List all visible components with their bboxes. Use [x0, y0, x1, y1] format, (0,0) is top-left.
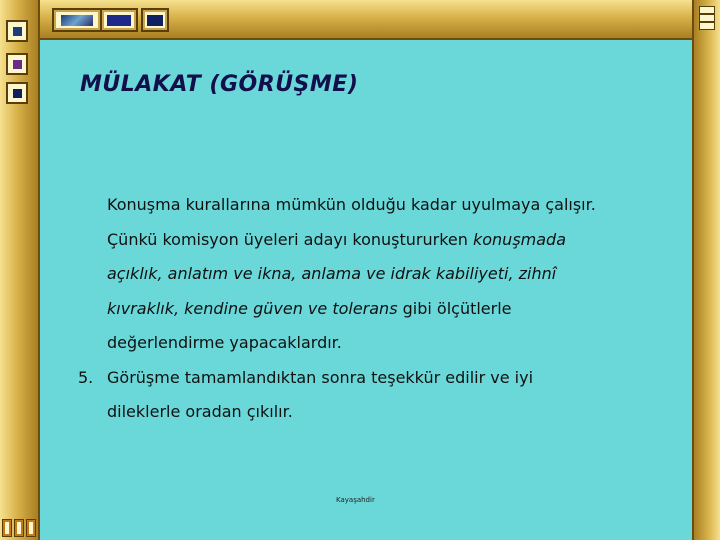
list-item-5-line-2: dileklerle oradan çıkılır. [107, 402, 293, 421]
square-3-icon[interactable] [6, 82, 28, 104]
right-ornament-icon [699, 22, 715, 30]
paragraph-line-4-plain: gibi ölçütlerle [397, 298, 512, 318]
thumbnail-2-icon[interactable] [100, 8, 138, 32]
frame-right-bar [692, 0, 720, 540]
frame-left-bar [0, 0, 40, 540]
right-ornament-icon [699, 6, 715, 14]
paragraph-line-4 [78, 292, 678, 327]
square-1-icon[interactable] [6, 20, 28, 42]
square-2-icon[interactable] [6, 53, 28, 75]
slide-body [78, 188, 678, 430]
paragraph-line-3: açıklık, anlatım ve ikna, anlama ve idrak kabiliyeti, zihnî [107, 264, 557, 283]
footer-text: Kayaşahdir [336, 496, 375, 504]
thumbnail-3-icon[interactable] [141, 8, 169, 32]
page-title: MÜLAKAT (GÖRÜŞME) [80, 72, 359, 97]
list-item-5-line-1: Görüşme tamamlandıktan sonra teşekkür edilir ve iyi [107, 367, 534, 387]
thumbnail-1-icon[interactable] [52, 8, 102, 32]
paragraph-line-2-plain: Çünkü komisyon üyeleri adayı konuştururken [107, 229, 473, 249]
list-item-5 [78, 361, 678, 396]
slide-sorter-icon[interactable] [2, 518, 36, 538]
list-number: 5. [78, 367, 94, 387]
paragraph-line-5: değerlendirme yapacaklardır. [107, 333, 342, 352]
paragraph-line-2 [78, 223, 678, 258]
right-ornament-icon [699, 14, 715, 22]
paragraph-line-4-italic: kıvraklık, kendine güven ve tolerans [107, 298, 398, 318]
paragraph-line-2-italic: konuşmada [472, 229, 567, 249]
paragraph-line-1: Konuşma kurallarına mümkün olduğu kadar uyulmaya çalışır. [107, 195, 596, 214]
